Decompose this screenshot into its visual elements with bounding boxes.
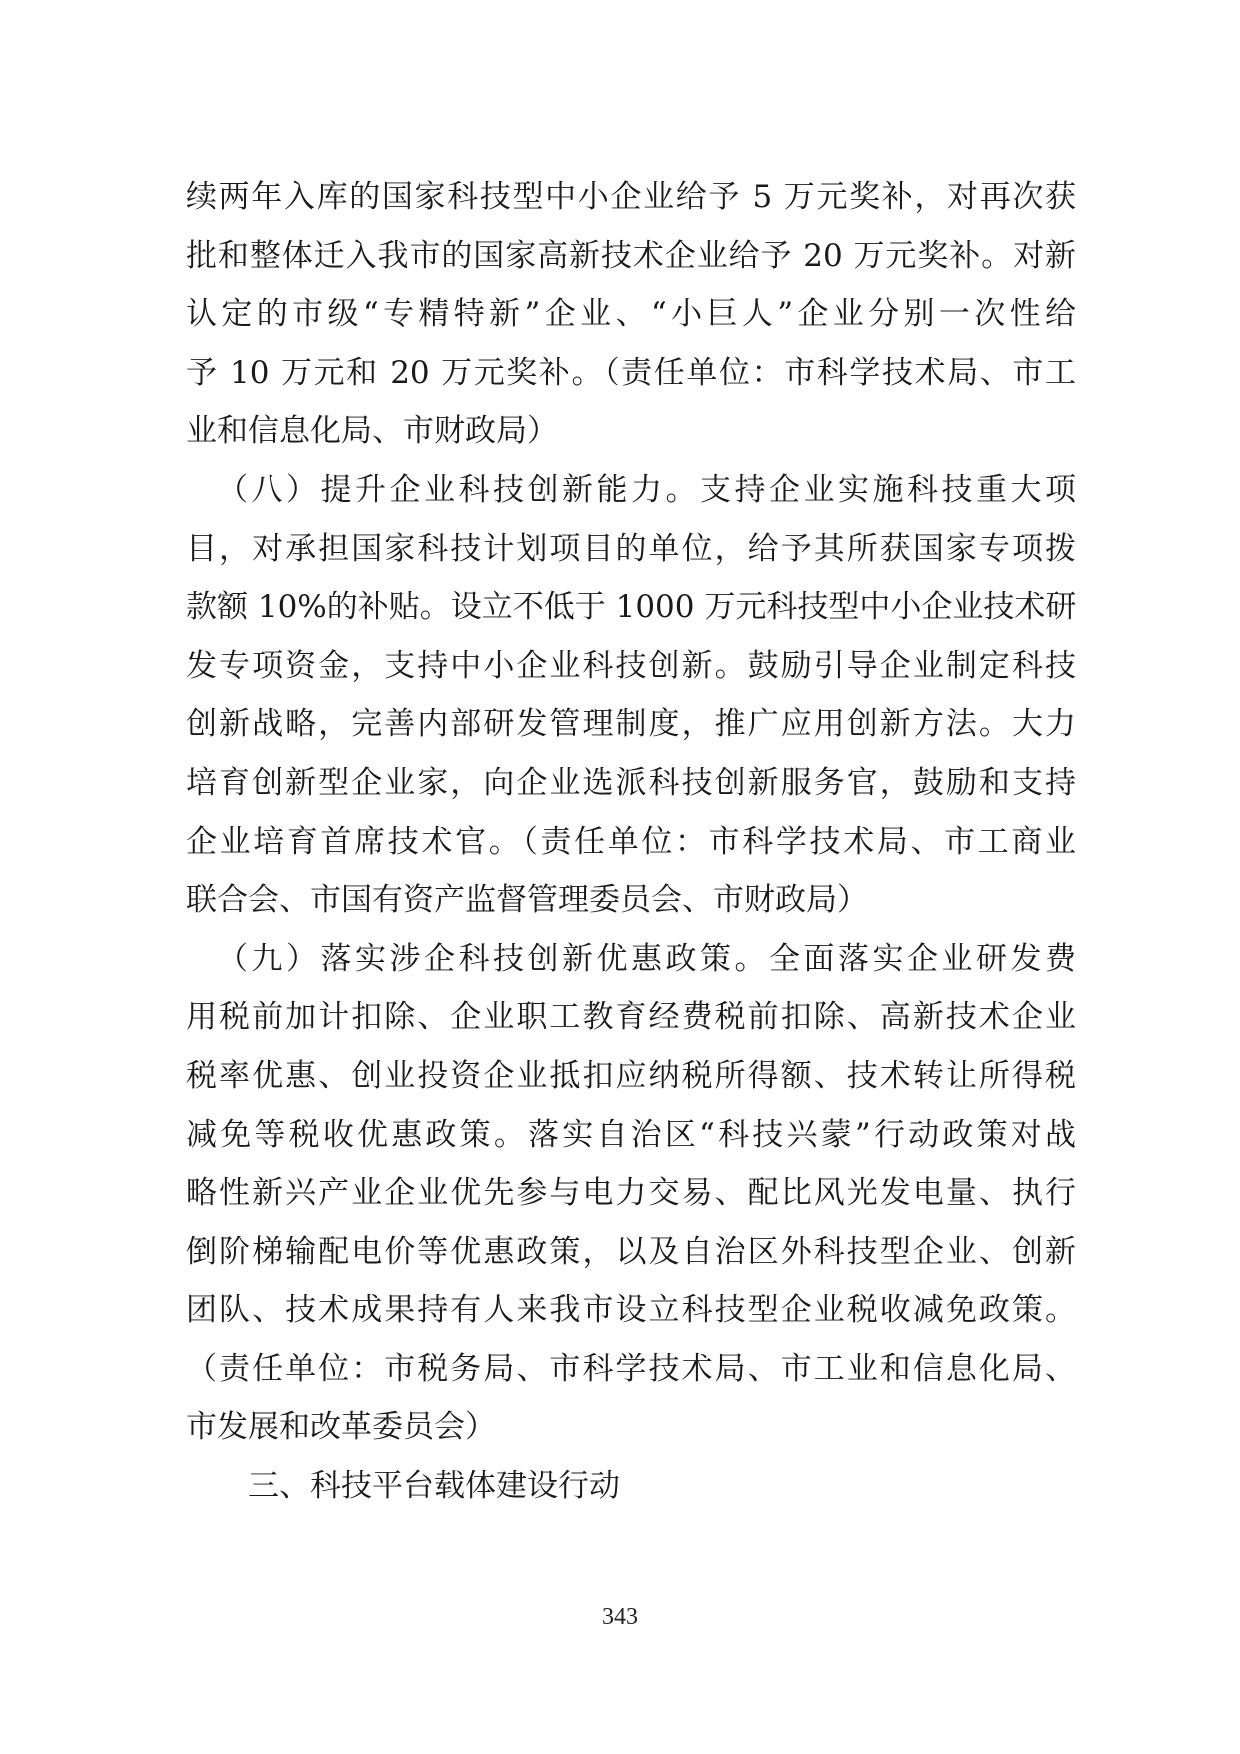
text-line: 减免等税收优惠政策。落实自治区“科技兴蒙”行动政策对战 [186, 1116, 1076, 1153]
text-line: 创新战略，完善内部研发管理制度，推广应用创新方法。大力 [186, 706, 1076, 743]
text-line: 目，对承担国家科技计划项目的单位，给予其所获国家专项拨 [186, 530, 1076, 567]
text-line: 批和整体迁入我市的国家高新技术企业给予 20 万元奖补。对新 [186, 237, 1076, 274]
text-line: 业和信息化局、市财政局） [186, 413, 558, 450]
paragraph-item-8 [186, 461, 1076, 930]
text-line: 款额 10%的补贴。设立不低于 1000 万元科技型中小企业技术研 [186, 589, 1077, 626]
text-line: （八）提升企业科技创新能力。支持企业实施科技重大项 [217, 471, 1076, 508]
text-line: 略性新兴产业企业优先参与电力交易、配比风光发电量、执行 [186, 1175, 1076, 1212]
text-line: 用税前加计扣除、企业职工教育经费税前扣除、高新技术企业 [186, 999, 1076, 1036]
page-number: 343 [602, 1604, 638, 1630]
text-line: 续两年入库的国家科技型中小企业给予 5 万元奖补，对再次获 [186, 179, 1076, 215]
text-line: 予 10 万元和 20 万元奖补。（责任单位：市科学技术局、市工 [186, 354, 1076, 391]
text-line: （九）落实涉企科技创新优惠政策。全面落实企业研发费 [217, 940, 1076, 977]
paragraph-item-9 [186, 930, 1076, 1457]
text-line: 倒阶梯输配电价等优惠政策，以及自治区外科技型企业、创新 [186, 1233, 1076, 1270]
text-line: （责任单位：市税务局、市科学技术局、市工业和信息化局、 [186, 1350, 1076, 1387]
text-line: 发专项资金，支持中小企业科技创新。鼓励引导企业制定科技 [186, 647, 1076, 684]
paragraph-award-policy [186, 168, 1076, 461]
document-body [186, 168, 1076, 1516]
text-line: 认定的市级“专精特新”企业、“小巨人”企业分别一次性给 [186, 296, 1076, 333]
text-line: 税率优惠、创业投资企业抵扣应纳税所得额、技术转让所得税 [186, 1057, 1076, 1094]
text-line: 培育创新型企业家，向企业选派科技创新服务官，鼓励和支持 [186, 764, 1076, 801]
text-line: 团队、技术成果持有人来我市设立科技型企业税收减免政策。 [186, 1292, 1076, 1329]
text-line: 市发展和改革委员会） [186, 1409, 496, 1446]
text-line: 联合会、市国有资产监督管理委员会、市财政局） [186, 882, 868, 919]
text-line: 企业培育首席技术官。（责任单位：市科学技术局、市工商业 [186, 823, 1076, 860]
section-heading: 三、科技平台载体建设行动 [248, 1468, 620, 1505]
